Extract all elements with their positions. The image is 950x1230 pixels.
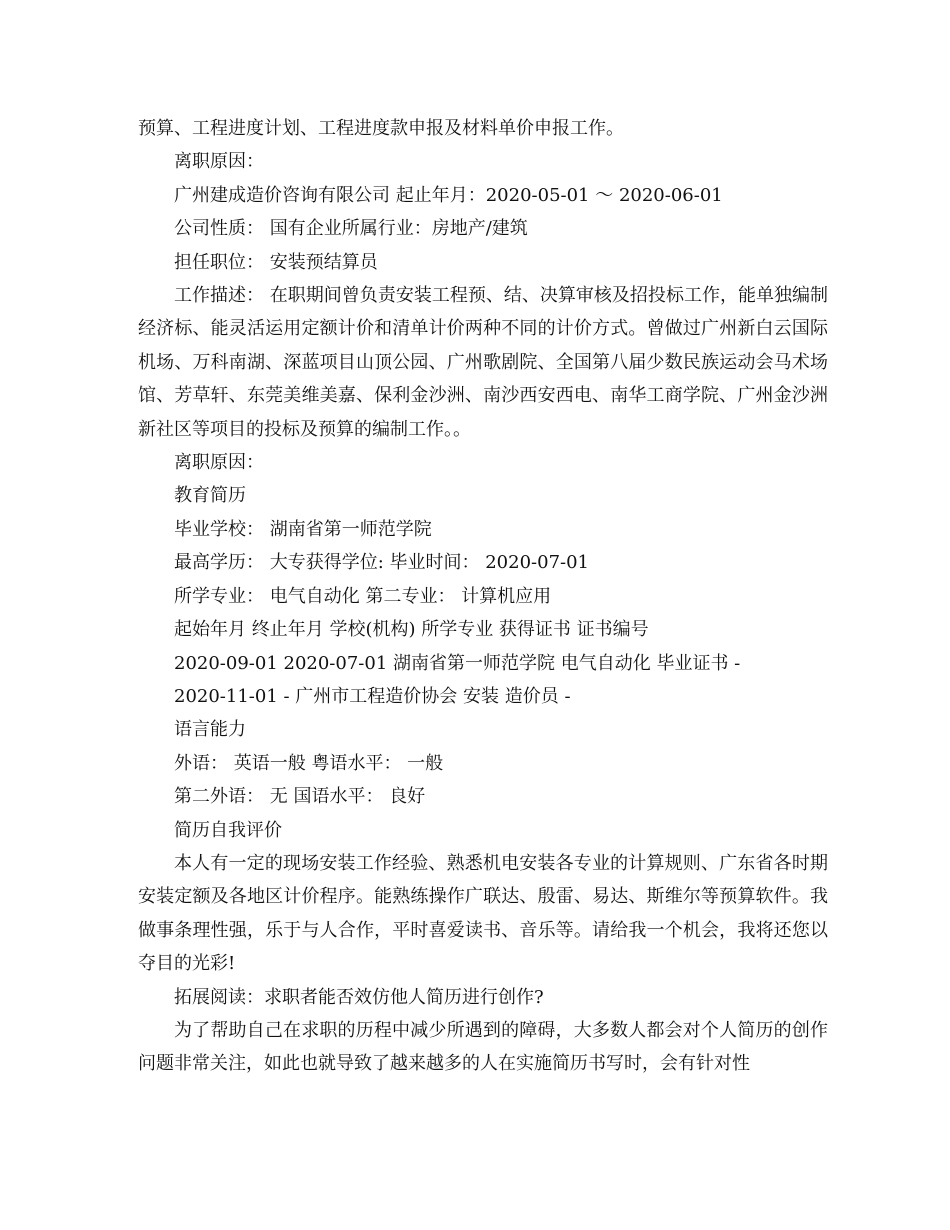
paragraph-company-period: 广州建成造价咨询有限公司 起止年月：2020-05-01 ～ 2020-06-01: [174, 184, 723, 206]
document-body: [138, 112, 828, 1081]
paragraph-position: 担任职位： 安装预结算员: [174, 251, 378, 273]
paragraph-major: 所学专业： 电气自动化 第二专业： 计算机应用: [174, 585, 552, 607]
paragraph-degree: 最高学历： 大专获得学位: 毕业时间： 2020-07-01: [174, 552, 590, 574]
paragraph-extended-reading-body: 为了帮助自己在求职的历程中减少所遇到的障碍，大多数人都会对个人简历的创作问题非常关注，如此也就导致了越来越多的人在实施简历书写时，会有针对性: [138, 1019, 828, 1075]
paragraph-job-description: 工作描述： 在职期间曾负责安装工程预、结、决算审核及招投标工作，能单独编制经济标、能灵活运用定额计价和清单计价两种不同的计价方式。曾做过广州新白云国际机场、万科南湖、深蓝项目山顶公园、广州歌剧院、全国第八届少数民族运动会马术场馆、芳草轩、东莞美维美嘉、保利金沙洲、南沙西安西电、南华工商学院、广州金沙洲新社区等项目的投标及预算的编制工作。。: [138, 285, 828, 440]
paragraph-leave-reason-2: 离职原因：: [174, 452, 264, 474]
education-table-row: 2020-11-01 - 广州市工程造价协会 安装 造价员 -: [174, 685, 571, 707]
education-table-row: 2020-09-01 2020-07-01 湖南省第一师范学院 电气自动化 毕业证书 -: [174, 652, 741, 674]
education-table-header: 起始年月 终止年月 学校(机构) 所学专业 获得证书 证书编号: [174, 619, 649, 641]
paragraph-self-evaluation: 本人有一定的现场安装工作经验、熟悉机电安装各专业的计算规则、广东省各时期安装定额及各地区计价程序。能熟练操作广联达、殷雷、易达、斯维尔等预算软件。我做事条理性强，乐于与人合作，平时喜爱读书、音乐等。请给我一个机会，我将还您以夺目的光彩!: [138, 852, 828, 975]
paragraph-second-language: 第二外语： 无 国语水平： 良好: [174, 786, 426, 808]
paragraph-budget-duties: 预算、工程进度计划、工程进度款申报及材料单价申报工作。: [138, 118, 624, 139]
paragraph-school: 毕业学校： 湖南省第一师范学院: [174, 518, 432, 540]
paragraph-foreign-language: 外语： 英语一般 粤语水平： 一般: [174, 752, 444, 774]
section-heading-self-evaluation: 简历自我评价: [174, 819, 282, 841]
section-heading-education: 教育简历: [174, 485, 246, 507]
paragraph-company-type: 公司性质： 国有企业所属行业：房地产/建筑: [174, 218, 528, 240]
paragraph-extended-reading-title: 拓展阅读：求职者能否效仿他人简历进行创作?: [174, 986, 544, 1008]
section-heading-language: 语言能力: [174, 719, 246, 741]
paragraph-leave-reason-1: 离职原因：: [174, 151, 264, 173]
